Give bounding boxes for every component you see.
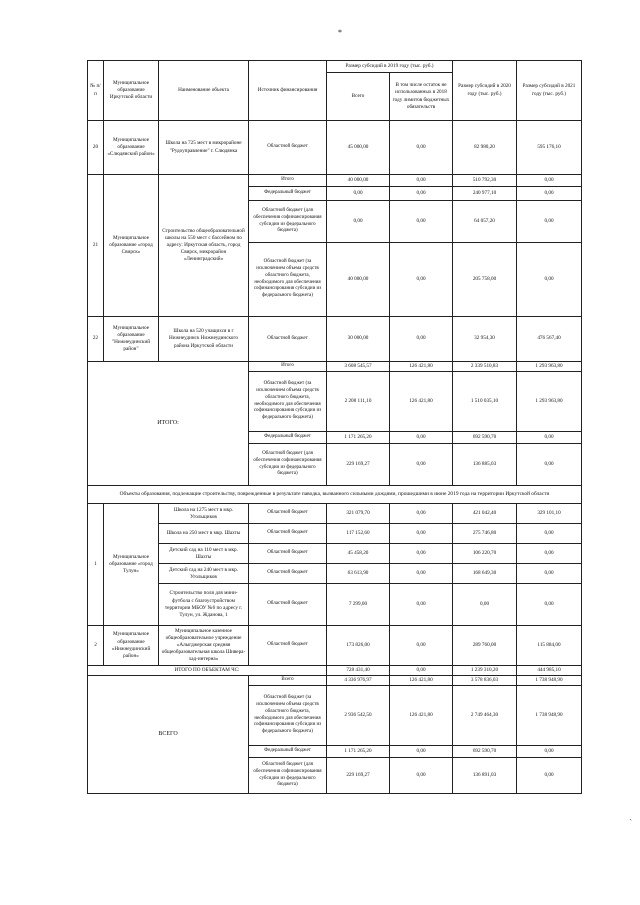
table-row — [88, 524, 582, 544]
cell-2019-incl: 0,00 — [390, 544, 453, 564]
total-row — [88, 362, 582, 372]
cell-2019-total: 2 936 542,50 — [327, 686, 390, 746]
cell-2020: 1 510 035,10 — [453, 372, 517, 432]
emergency-total-label: ИТОГО ПО ОБЪЕКТАМ ЧС: — [88, 666, 327, 676]
cell-2020: 510 792,30 — [453, 175, 517, 187]
cell-2020: 136 885,03 — [453, 444, 517, 486]
row-object: Строительство общеобразовательной школы на 550 мест с бассейном по адресу: Иркутская область, город Свирск, микрорайон «Ленинградский» — [159, 175, 249, 317]
row-source: Областной бюджет (за исключением объема средств областного бюджета, необходимого для обеспечения софинансирования субсидии из федерального бюджета) — [249, 243, 327, 317]
cell-2019-incl: 0,00 — [390, 243, 453, 317]
cell-2021: 0,00 — [517, 432, 582, 444]
total-label: ИТОГО: — [88, 362, 249, 486]
row-object: Детский сад на 110 мест в мкр. Шахты — [159, 544, 249, 564]
row-source: Областной бюджет — [249, 544, 327, 564]
emergency-total-row — [88, 666, 582, 676]
cell-2019-incl: 0,00 — [390, 187, 453, 201]
cell-2019-total: 117 152,60 — [327, 524, 390, 544]
cell-2021: 0,00 — [517, 584, 582, 626]
cell-2020: 2 749 464,30 — [453, 686, 517, 746]
cell-2019-incl: 0,00 — [390, 175, 453, 187]
row-object: Школа на 1275 мест в мкр. Угольщиков — [159, 504, 249, 524]
cell-2021: 0,00 — [517, 201, 582, 243]
cell-2019-incl: 0,00 — [390, 746, 453, 758]
row-source: Федеральный бюджет — [249, 432, 327, 444]
subsidy-table — [87, 60, 582, 794]
row-object: Строительство поля для мини-футбола с благоустройством территории МБОУ №6 по адресу г. Тулун, ул. Жданова, 1 — [159, 584, 249, 626]
cell-2020: 168 649,30 — [453, 564, 517, 584]
cell-2019-total: 0,00 — [327, 187, 390, 201]
cell-2021: 0,00 — [517, 175, 582, 187]
table-row — [88, 317, 582, 362]
table-row — [88, 121, 582, 175]
cell-2019-total: 3 608 545,57 — [327, 362, 390, 372]
cell-2020: 106 220,70 — [453, 544, 517, 564]
cell-2019-total: 4 336 976,97 — [327, 676, 390, 686]
cell-2020: 82 980,20 — [453, 121, 517, 175]
row-object: Школа на 520 учащихся в г Нижнеудинск Нижнеудинского района Иркутской области — [159, 317, 249, 362]
cell-2019-total: 63 613,90 — [327, 564, 390, 584]
cell-2021: 115 884,00 — [517, 626, 582, 666]
row-mo: Муниципальное образование «город Свирск» — [104, 175, 159, 317]
cell-2019-incl: 0,00 — [390, 432, 453, 444]
cell-2019-total: 0,00 — [327, 201, 390, 243]
grand-total-row — [88, 676, 582, 686]
cell-2019-incl: 126 421,80 — [390, 372, 453, 432]
cell-2021: 476 567,40 — [517, 317, 582, 362]
table-row — [88, 544, 582, 564]
row-num: 21 — [88, 175, 104, 317]
grand-total-label: ВСЕГО — [88, 676, 249, 794]
table-row — [88, 584, 582, 626]
cell-2019-incl: 0,00 — [390, 564, 453, 584]
table-row — [88, 626, 582, 666]
cell-2019-incl: 126 421,80 — [390, 686, 453, 746]
cell-2020: 2 339 510,83 — [453, 362, 517, 372]
cell-2020: 275 746,80 — [453, 524, 517, 544]
header-num: № п/п — [88, 61, 104, 121]
row-source: Федеральный бюджет — [249, 746, 327, 758]
table-row — [88, 175, 582, 187]
row-object: Муниципальное казенное общеобразовательное учреждение «Алыгджерская средняя общеобразовательная школа Шивера-хад-интерна» — [159, 626, 249, 666]
row-object: Школа на 250 мест в мкр. Шахты — [159, 524, 249, 544]
cell-2020: 0,00 — [453, 584, 517, 626]
row-source: Областной бюджет (для обеспечения софинансирования субсидии из федерального бюджета) — [249, 758, 327, 794]
cell-2019-incl: 0,00 — [390, 584, 453, 626]
table-row — [88, 504, 582, 524]
row-mo: Муниципальное образование "Нижнеудинский район" — [104, 317, 159, 362]
row-source: Областной бюджет — [249, 626, 327, 666]
cell-2019-total: 229 169,27 — [327, 758, 390, 794]
row-mo: Муниципальное образование «город Тулун» — [104, 504, 159, 626]
page-mark: * — [338, 28, 342, 37]
cell-2019-total: 45 000,00 — [327, 121, 390, 175]
cell-2019-incl: 126 421,80 — [390, 362, 453, 372]
cell-2019-total: 1 171 265,20 — [327, 432, 390, 444]
cell-2019-incl: 0,00 — [390, 524, 453, 544]
row-source: Областной бюджет — [249, 504, 327, 524]
section-title: Объекты образования, подлежащие строительству, поврежденные в результате паводка, вызванного сильными дождями, прошедшими в июне 2019 года на территории Иркутской области — [88, 486, 582, 504]
cell-2019-incl: 0,00 — [390, 626, 453, 666]
row-source: Областной бюджет (для обеспечения софинансирования субсидии из федерального бюджета) — [249, 444, 327, 486]
cell-2020: 692 590,70 — [453, 432, 517, 444]
cell-2019-incl: 0,00 — [390, 317, 453, 362]
row-num: 2 — [88, 626, 104, 666]
header-row — [88, 61, 582, 73]
header-2020: Размер субсидий в 2020 году (тыс. руб.) — [453, 61, 517, 121]
cell-2021: 329 101,10 — [517, 504, 582, 524]
cell-2020: 1 239 310,20 — [453, 666, 517, 676]
cell-2021: 1 293 963,80 — [517, 362, 582, 372]
row-source: Областной бюджет — [249, 524, 327, 544]
cell-2020: 3 578 836,03 — [453, 676, 517, 686]
header-total: Всего — [327, 73, 390, 121]
row-mo: Муниципальное образование «Нижнеудинский район» — [104, 626, 159, 666]
cell-2019-incl: 126 421,80 — [390, 676, 453, 686]
cell-2021: 1 738 948,90 — [517, 676, 582, 686]
cell-2019-total: 7 299,00 — [327, 584, 390, 626]
page-mark: ` — [629, 818, 632, 827]
cell-2019-incl: 0,00 — [390, 121, 453, 175]
cell-2019-incl: 0,00 — [390, 758, 453, 794]
cell-2019-incl: 0,00 — [390, 444, 453, 486]
row-source: Всего — [249, 676, 327, 686]
cell-2020: 205 758,00 — [453, 243, 517, 317]
cell-2020: 136 891,03 — [453, 758, 517, 794]
row-mo: Муниципальное образование «Слюдянский район» — [104, 121, 159, 175]
cell-2020: 421 042,40 — [453, 504, 517, 524]
cell-2019-incl: 0,00 — [390, 201, 453, 243]
row-source: Областной бюджет (для обеспечения софинансирования субсидии из федерального бюджета) — [249, 201, 327, 243]
row-source: Областной бюджет (за исключением объема средств областного бюджета, необходимого для обеспечения софинансирования субсидии из федерального бюджета) — [249, 372, 327, 432]
cell-2021: 444 985,10 — [517, 666, 582, 676]
cell-2021: 0,00 — [517, 544, 582, 564]
row-source: Итого — [249, 175, 327, 187]
row-object: Школа на 725 мест в микрорайоне "Рудоуправление" г. Слюдянка — [159, 121, 249, 175]
row-source: Итого — [249, 362, 327, 372]
header-2021: Размер субсидий в 2021 году (тыс. руб.) — [517, 61, 582, 121]
cell-2020: 64 057,20 — [453, 201, 517, 243]
row-source: Областной бюджет — [249, 317, 327, 362]
row-num: 22 — [88, 317, 104, 362]
cell-2021: 0,00 — [517, 444, 582, 486]
cell-2021: 0,00 — [517, 758, 582, 794]
cell-2019-total: 2 208 111,10 — [327, 372, 390, 432]
cell-2021: 1 738 948,90 — [517, 686, 582, 746]
cell-2020: 240 977,10 — [453, 187, 517, 201]
row-source: Федеральный бюджет — [249, 187, 327, 201]
header-name: Наименование объекта — [159, 61, 249, 121]
cell-2021: 0,00 — [517, 187, 582, 201]
cell-2019-total: 30 000,00 — [327, 317, 390, 362]
table-row — [88, 564, 582, 584]
cell-2021: 0,00 — [517, 243, 582, 317]
cell-2021: 595 176,10 — [517, 121, 582, 175]
header-incl: В том числе остаток не использованных в 2018 году лимитов бюджетных обязательств — [390, 73, 453, 121]
cell-2021: 0,00 — [517, 564, 582, 584]
cell-2021: 0,00 — [517, 746, 582, 758]
cell-2019-total: 40 000,00 — [327, 243, 390, 317]
cell-2021: 0,00 — [517, 524, 582, 544]
cell-2019-incl: 0,00 — [390, 504, 453, 524]
header-source: Источник финансирования — [249, 61, 327, 121]
cell-2019-incl: 0,00 — [390, 666, 453, 676]
cell-2021: 1 293 963,80 — [517, 372, 582, 432]
cell-2019-total: 173 826,00 — [327, 626, 390, 666]
section-row — [88, 486, 582, 504]
cell-2020: 32 954,30 — [453, 317, 517, 362]
row-num: 20 — [88, 121, 104, 175]
cell-2020: 289 760,00 — [453, 626, 517, 666]
cell-2019-total: 728 431,40 — [327, 666, 390, 676]
cell-2020: 692 590,70 — [453, 746, 517, 758]
header-mo: Муниципальное образование Иркутской области — [104, 61, 159, 121]
row-source: Областной бюджет — [249, 584, 327, 626]
header-2019: Размер субсидий в 2019 году (тыс. руб.) — [327, 61, 453, 73]
cell-2019-total: 229 169,27 — [327, 444, 390, 486]
row-num: 1 — [88, 504, 104, 626]
cell-2019-total: 40 000,00 — [327, 175, 390, 187]
cell-2019-total: 45 458,20 — [327, 544, 390, 564]
row-source: Областной бюджет — [249, 564, 327, 584]
row-source: Областной бюджет (за исключением объема средств областного бюджета, необходимого для обеспечения софинансирования субсидии из федерального бюджета) — [249, 686, 327, 746]
row-source: Областной бюджет — [249, 121, 327, 175]
cell-2019-total: 1 171 265,20 — [327, 746, 390, 758]
cell-2019-total: 321 079,70 — [327, 504, 390, 524]
row-object: Детский сад на 240 мест в мкр. Угольщиков — [159, 564, 249, 584]
